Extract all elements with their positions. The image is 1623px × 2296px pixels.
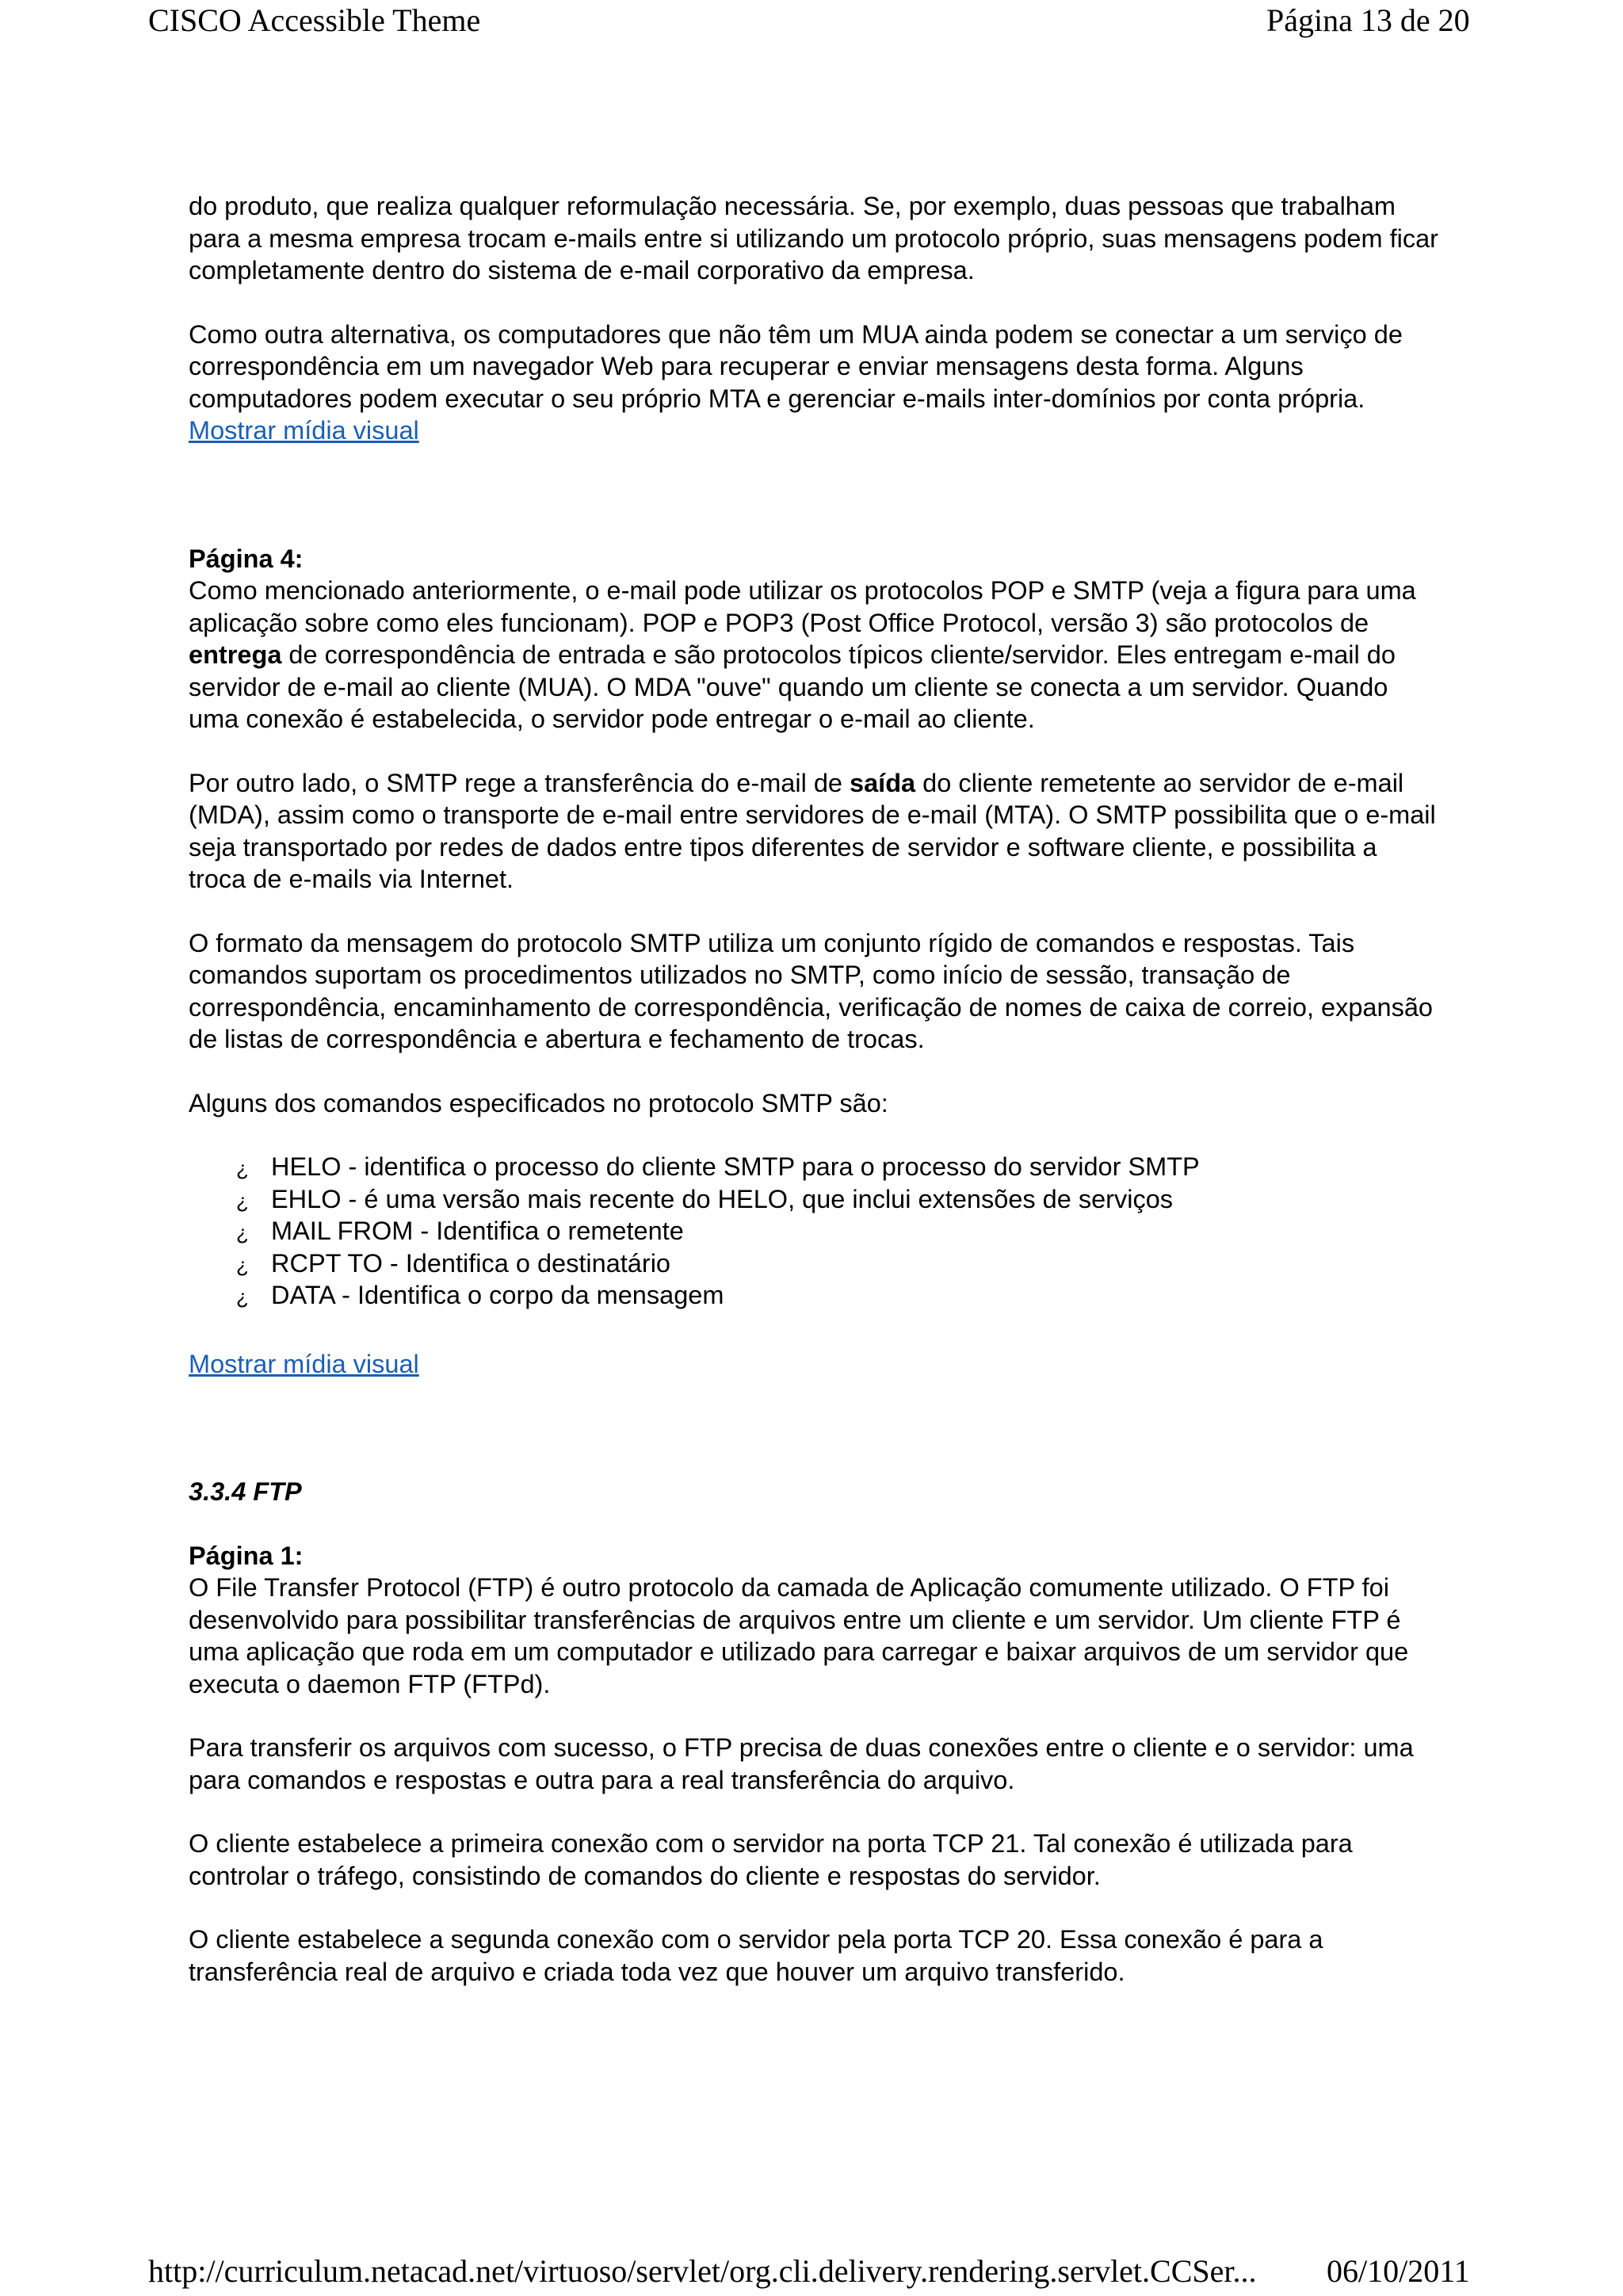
bullet-icon: ¿: [236, 1285, 249, 1308]
list-item: [189, 1247, 1441, 1280]
footer-date: 06/10/2011: [1327, 2253, 1470, 2289]
list-item-text: RCPT TO - Identifica o destinatário: [271, 1248, 670, 1278]
page-heading: Página 4:: [189, 544, 304, 573]
paragraph: [189, 767, 1441, 896]
paragraph: [189, 575, 1441, 735]
list-item-text: MAIL FROM - Identifica o remetente: [271, 1217, 684, 1245]
paragraph: O formato da mensagem do protocolo SMTP utiliza um conjunto rígido de comandos e respostas. Tais comandos suportam os procedimentos utilizados no SMTP, como início de sessão, transação de correspondência, encaminhamento de correspondência, verificação de nomes de caixa de correio, expansão de listas de correspondência e abertura e fechamento de trocas.: [189, 928, 1433, 1053]
section-title: 3.3.4 FTP: [189, 1477, 302, 1506]
show-visual-media-link[interactable]: Mostrar mídia visual: [189, 1349, 419, 1378]
text-run: de correspondência de entrada e são protocolos típicos cliente/servidor. Eles entregam e-mail do servidor de e-mail ao cliente (MUA). O MDA "ouve" quando um cliente se conecta a um servidor. Quando uma conexão é estabelecida, o servidor pode entregar o e-mail ao cliente.: [189, 640, 1396, 733]
smtp-command-list: [189, 1151, 1441, 1312]
bullet-icon: ¿: [236, 1188, 249, 1213]
list-item: [189, 1215, 1441, 1247]
list-item-text: DATA - Identifica o corpo da mensagem: [271, 1281, 724, 1309]
text-run: do cliente remetente ao servidor de e-mail (MDA), assim como o transporte de e-mail entre servidores de e-mail (MTA). O SMTP possibilita que o e-mail seja transportado por redes de dados entre tipos diferentes de servidor e software cliente, e possibilita a troca de e-mails via Internet.: [189, 768, 1436, 893]
list-item: [189, 1183, 1441, 1216]
show-visual-media-link[interactable]: Mostrar mídia visual: [189, 416, 419, 445]
paragraph: do produto, que realiza qualquer reformulação necessária. Se, por exemplo, duas pessoas que trabalham para a mesma empresa trocam e-mails entre si utilizando um protocolo próprio, suas mensagens podem ficar completamente dentro do sistema de e-mail corporativo da empresa.: [189, 192, 1438, 285]
text-run: Como mencionado anteriormente, o e-mail pode utilizar os protocolos POP e SMTP (veja a figura para uma aplicação sobre como eles funcionam). POP e POP3 (Post Office Protocol, versão 3) são protocolos de: [189, 576, 1416, 637]
bullet-icon: ¿: [236, 1156, 249, 1180]
bold-term: saída: [850, 768, 916, 797]
list-item-text: HELO - identifica o processo do cliente SMTP para o processo do servidor SMTP: [271, 1152, 1200, 1181]
bold-term: entrega: [189, 640, 282, 669]
bullet-icon: ¿: [236, 1252, 249, 1277]
page-heading: Página 1:: [189, 1541, 304, 1570]
page-number: Página 13 de 20: [1266, 2, 1470, 38]
document-body: [189, 190, 1441, 1988]
paragraph: O File Transfer Protocol (FTP) é outro protocolo da camada de Aplicação comumente utilizado. O FTP foi desenvolvido para possibilitar transferências de arquivos entre um cliente e um servidor. Um cliente FTP é uma aplicação que roda em um computador e utilizado para carregar e baixar arquivos de um servidor que executa o daemon FTP (FTPd).: [189, 1573, 1409, 1698]
list-item: [189, 1151, 1441, 1183]
paragraph: Alguns dos comandos especificados no protocolo SMTP são:: [189, 1088, 888, 1117]
paragraph: Como outra alternativa, os computadores que não têm um MUA ainda podem se conectar a um serviço de correspondência em um navegador Web para recuperar e enviar mensagens desta forma. Alguns computadores podem executar o seu próprio MTA e gerenciar e-mails inter-domínios por conta própria.: [189, 319, 1403, 413]
list-item: [189, 1279, 1441, 1312]
text-run: Por outro lado, o SMTP rege a transferência do e-mail de: [189, 768, 850, 797]
bullet-icon: ¿: [236, 1221, 249, 1244]
list-item-text: EHLO - é uma versão mais recente do HELO, que inclui extensões de serviços: [271, 1184, 1174, 1213]
header-title: CISCO Accessible Theme: [148, 2, 481, 38]
paragraph: O cliente estabelece a segunda conexão com o servidor pela porta TCP 20. Essa conexão é para a transferência real de arquivo e criada toda vez que houver um arquivo transferido.: [189, 1925, 1323, 1986]
paragraph: Para transferir os arquivos com sucesso, o FTP precisa de duas conexões entre o cliente e o servidor: uma para comandos e respostas e outra para a real transferência do arquivo.: [189, 1733, 1414, 1794]
paragraph: O cliente estabelece a primeira conexão com o servidor na porta TCP 21. Tal conexão é utilizada para controlar o tráfego, consistindo de comandos do cliente e respostas do servidor.: [189, 1829, 1353, 1890]
footer-url: http://curriculum.netacad.net/virtuoso/servlet/org.cli.delivery.rendering.servlet.CCSer...: [148, 2253, 1257, 2289]
